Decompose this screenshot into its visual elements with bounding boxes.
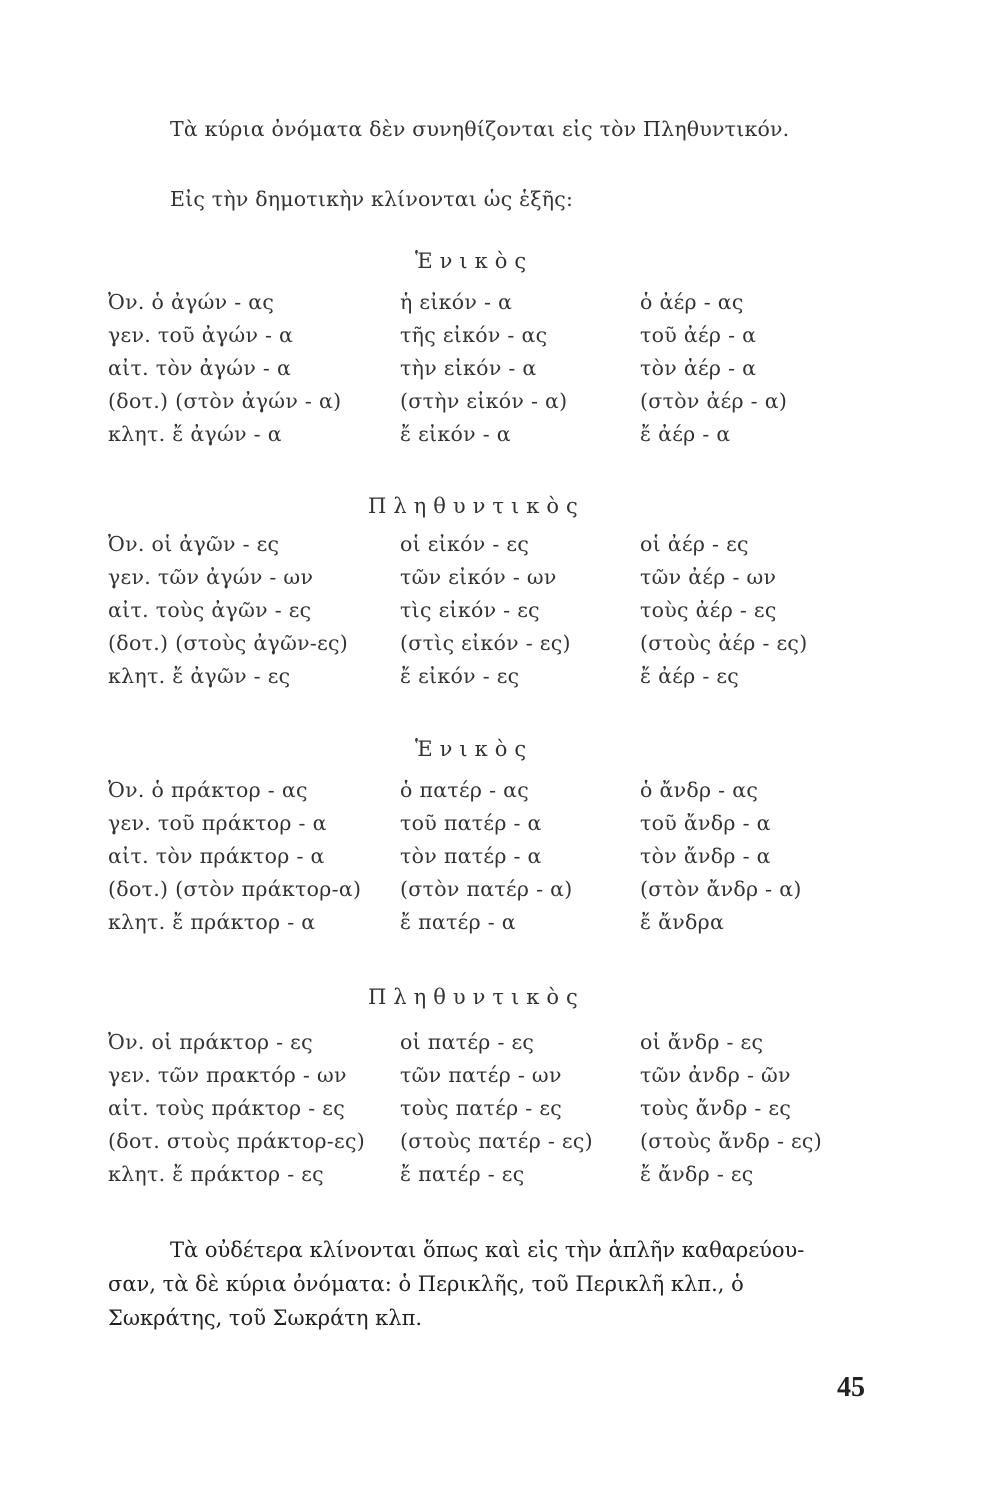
case-cell: οἱ πατέρ - ες — [400, 1030, 535, 1054]
case-cell: οἱ ἄνδρ - ες — [640, 1030, 764, 1054]
case-cell: γεν. τῶν πρακτόρ - ων — [108, 1063, 347, 1087]
case-cell: αἰτ. τὸν ἀγών - α — [108, 356, 292, 380]
table-row — [0, 811, 989, 843]
section-heading-singular-1: Ἑνικὸς — [415, 249, 534, 273]
case-cell: αἰτ. τοὺς πράκτορ - ες — [108, 1096, 345, 1120]
table-row — [0, 844, 989, 876]
case-cell: κλητ. ἔ πράκτορ - ες — [108, 1162, 324, 1186]
case-cell: αἰτ. τοὺς ἀγῶν - ες — [108, 598, 312, 622]
case-cell: τὶς εἰκόν - ες — [400, 598, 540, 622]
case-cell: (στὸν πατέρ - α) — [400, 877, 573, 901]
table-row — [0, 631, 989, 663]
table-row — [0, 565, 989, 597]
case-cell: (στὸν ἀέρ - α) — [640, 389, 788, 413]
case-cell: τὸν ἀέρ - α — [640, 356, 757, 380]
case-cell: οἱ ἀέρ - ες — [640, 532, 749, 556]
case-cell: τοῦ ἄνδρ - α — [640, 811, 771, 835]
case-cell: κλητ. ἔ ἀγῶν - ες — [108, 664, 291, 688]
table-row — [0, 778, 989, 810]
case-cell: τῶν ἀέρ - ων — [640, 565, 777, 589]
case-cell: τῶν πατέρ - ων — [400, 1063, 562, 1087]
case-cell: ὁ ἀέρ - ας — [640, 290, 744, 314]
case-cell: κλητ. ἔ πράκτορ - α — [108, 910, 316, 934]
case-cell: ἔ εἰκόν - ες — [400, 664, 520, 688]
table-row — [0, 1096, 989, 1128]
case-cell: ἔ ἄνδρ - ες — [640, 1162, 754, 1186]
case-cell: Ὀν. οἱ πράκτορ - ες — [108, 1030, 313, 1054]
case-cell: κλητ. ἔ ἀγών - α — [108, 422, 282, 446]
case-cell: ἔ ἀέρ - α — [640, 422, 731, 446]
case-cell: τῶν ἀνδρ - ῶν — [640, 1063, 791, 1087]
case-cell: (στὴν εἰκόν - α) — [400, 389, 568, 413]
case-cell: (δοτ.) (στὸν πράκτορ-α) — [108, 877, 362, 901]
table-row — [0, 664, 989, 696]
closing-line-1: Τὰ οὐδέτερα κλίνονται ὅπως καὶ εἰς τὴν ἁπλῆν καθαρεύου- — [170, 1238, 805, 1262]
table-row — [0, 389, 989, 421]
case-cell: (στοὺς πατέρ - ες) — [400, 1129, 593, 1153]
case-cell: (στοὺς ἀέρ - ες) — [640, 631, 808, 655]
case-cell: τοῦ ἀέρ - α — [640, 323, 757, 347]
intro-line-1: Τὰ κύρια ὀνόματα δὲν συνηθίζονται εἰς τὸν Πληθυντικόν. — [170, 117, 790, 141]
case-cell: τοῦ πατέρ - α — [400, 811, 542, 835]
case-cell: αἰτ. τὸν πράκτορ - α — [108, 844, 325, 868]
case-cell: τῶν εἰκόν - ων — [400, 565, 557, 589]
closing-line-2: σαν, τὰ δὲ κύρια ὀνόματα: ὁ Περικλῆς, τοῦ Περικλῆ κλπ., ὁ — [108, 1272, 744, 1296]
case-cell: γεν. τοῦ πράκτορ - α — [108, 811, 327, 835]
case-cell: (δοτ.) (στοὺς ἀγῶν-ες) — [108, 631, 349, 655]
case-cell: (στὶς εἰκόν - ες) — [400, 631, 571, 655]
case-cell: (δοτ. στοὺς πράκτορ-ες) — [108, 1129, 366, 1153]
case-cell: γεν. τοῦ ἀγών - α — [108, 323, 294, 347]
table-row — [0, 1063, 989, 1095]
intro-line-2: Εἰς τὴν δημοτικὴν κλίνονται ὡς ἑξῆς: — [170, 187, 574, 211]
case-cell: γεν. τῶν ἀγών - ων — [108, 565, 314, 589]
table-row — [0, 356, 989, 388]
table-row — [0, 910, 989, 942]
table-row — [0, 877, 989, 909]
section-heading-plural-2: Πληθυντικὸς — [368, 985, 585, 1009]
table-row — [0, 290, 989, 322]
case-cell: τὴν εἰκόν - α — [400, 356, 537, 380]
case-cell: τὸν πατέρ - α — [400, 844, 542, 868]
case-cell: ὁ ἄνδρ - ας — [640, 778, 759, 802]
case-cell: ἡ εἰκόν - α — [400, 290, 513, 314]
case-cell: (στοὺς ἄνδρ - ες) — [640, 1129, 822, 1153]
case-cell: (δοτ.) (στὸν ἀγών - α) — [108, 389, 342, 413]
table-row — [0, 598, 989, 630]
case-cell: ἔ ἄνδρα — [640, 910, 725, 934]
section-heading-singular-2: Ἑνικὸς — [415, 737, 534, 761]
case-cell: (στὸν ἄνδρ - α) — [640, 877, 802, 901]
case-cell: ἔ πατέρ - ες — [400, 1162, 525, 1186]
case-cell: τοὺς ἄνδρ - ες — [640, 1096, 792, 1120]
table-row — [0, 323, 989, 355]
table-row — [0, 532, 989, 564]
case-cell: ὁ πατέρ - ας — [400, 778, 530, 802]
case-cell: Ὀν. ὁ ἀγών - ας — [108, 290, 275, 314]
case-cell: οἱ εἰκόν - ες — [400, 532, 530, 556]
table-row — [0, 1129, 989, 1161]
case-cell: τοὺς ἀέρ - ες — [640, 598, 777, 622]
case-cell: ἔ ἀέρ - ες — [640, 664, 740, 688]
case-cell: τὸν ἄνδρ - α — [640, 844, 771, 868]
case-cell: Ὀν. οἱ ἀγῶν - ες — [108, 532, 280, 556]
case-cell: τῆς εἰκόν - ας — [400, 323, 548, 347]
case-cell: ἔ πατέρ - α — [400, 910, 516, 934]
table-row — [0, 1162, 989, 1194]
closing-line-3: Σωκράτης, τοῦ Σωκράτη κλπ. — [108, 1306, 423, 1330]
case-cell: Ὀν. ὁ πράκτορ - ας — [108, 778, 308, 802]
table-row — [0, 1030, 989, 1062]
section-heading-plural-1: Πληθυντικὸς — [368, 494, 585, 518]
table-row — [0, 422, 989, 454]
case-cell: ἔ εἰκόν - α — [400, 422, 511, 446]
closing-paragraph — [108, 1233, 863, 1335]
page-number: 45 — [837, 1372, 865, 1403]
case-cell: τοὺς πατέρ - ες — [400, 1096, 563, 1120]
